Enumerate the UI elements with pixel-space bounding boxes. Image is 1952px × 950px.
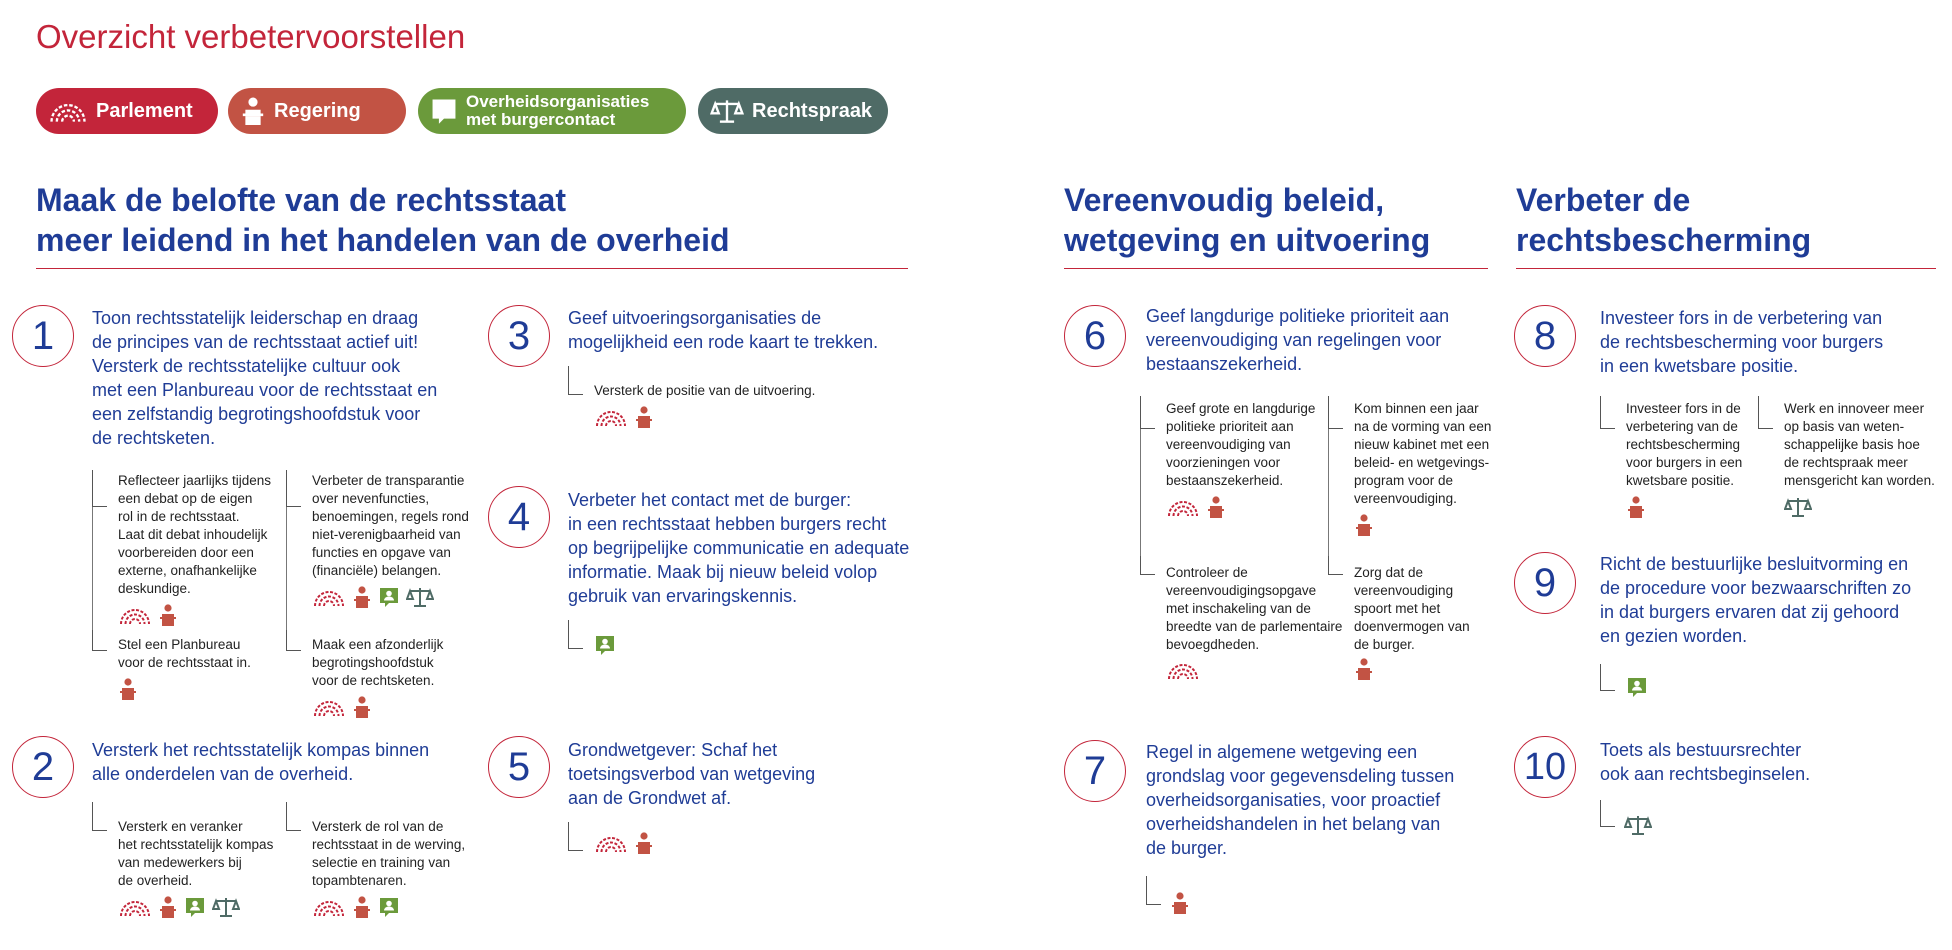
proposal-8-sub-1-actors	[1626, 496, 1646, 518]
citizen-contact-icon	[1626, 676, 1648, 698]
proposal-1-sub-3-actors	[118, 678, 138, 700]
sub-bracket	[1328, 396, 1343, 429]
sub-bracket	[568, 620, 583, 649]
sub-bracket	[1758, 396, 1773, 429]
section-heading-vereenvoudig: Vereenvoudig beleid, wetgeving en uitvoering	[1064, 182, 1431, 258]
sub-bracket	[1140, 396, 1155, 429]
sub-bracket	[568, 822, 583, 851]
proposal-number-7: 7	[1064, 740, 1126, 802]
proposal-number-4: 4	[488, 486, 550, 548]
proposal-6-sub-2-actors	[1354, 514, 1374, 536]
legend-parlement	[36, 88, 218, 134]
sub-bracket	[286, 470, 301, 507]
parliament-icon	[118, 605, 152, 625]
proposal-6-sub-4: Zorg dat de vereenvoudiging spoort met het doenvermogen van de burger.	[1354, 565, 1470, 652]
government-podium-icon	[158, 896, 178, 918]
proposal-7-actors	[1170, 892, 1190, 914]
proposal-9-text: Richt de bestuurlijke besluitvorming en de procedure voor bezwaarschriften zo in dat burgers ervaren dat zij gehoord en gezien worden.	[1600, 554, 1912, 646]
scales-icon	[1624, 814, 1652, 836]
government-podium-icon	[158, 604, 178, 626]
section-heading-rechtsbescherming: Verbeter de rechtsbescherming	[1516, 182, 1812, 258]
proposal-number-3: 3	[488, 305, 550, 367]
parliament-icon	[312, 897, 346, 917]
sub-bracket	[568, 366, 583, 395]
parliament-icon	[312, 697, 346, 717]
proposal-1-sub-2: Verbeter de transparantie over nevenfuncties, benoemingen, regels rond niet-verenigbaarheid van functies en opgave van (financiële) belangen.	[312, 473, 469, 578]
proposal-2-sub-1: Versterk en veranker het rechtsstatelijk kompas van medewerkers bij de overheid.	[118, 819, 274, 888]
sub-bracket	[1140, 556, 1155, 575]
parliament-icon	[312, 587, 346, 607]
proposal-6-sub-3: Controleer de vereenvoudigingsopgave met inschakeling van de breedte van de parlementaire bevoegdheden.	[1166, 565, 1343, 652]
proposal-6-sub-3-actors	[1166, 660, 1200, 680]
proposal-8-sub-2: Werk en innoveer meer op basis van weten- schappelijke basis hoe de rechtspraak meer mensgericht kan worden.	[1784, 401, 1935, 488]
government-podium-icon	[352, 896, 372, 918]
sub-bracket	[1600, 664, 1615, 691]
proposal-6-sub-1: Geef grote en langdurige politieke prioriteit aan vereenvoudiging van voorzieningen voor bestaanszekerheid.	[1166, 401, 1316, 488]
sub-bracket	[286, 630, 301, 651]
legend-regering-label: Regering	[274, 100, 361, 122]
proposal-2-sub-1-actors	[118, 896, 240, 918]
scales-icon	[1784, 496, 1812, 518]
citizen-contact-icon	[184, 896, 206, 918]
government-podium-icon	[1354, 658, 1374, 680]
legend-rechtspraak-label: Rechtspraak	[752, 100, 873, 122]
proposal-4-actors	[594, 634, 616, 656]
legend-regering	[228, 88, 406, 134]
proposal-number-10: 10	[1514, 736, 1576, 798]
proposal-6-sub-2: Kom binnen een jaar na de vorming van een nieuw kabinet met een beleid- en wetgevings- program voor de vereenvoudiging.	[1354, 401, 1492, 506]
sub-bracket	[92, 470, 107, 507]
parliament-icon	[594, 833, 628, 853]
proposal-6-text: Geef langdurige politieke prioriteit aan vereenvoudiging van regelingen voor bestaanszekerheid.	[1146, 306, 1450, 374]
parliament-icon	[1166, 497, 1200, 517]
government-podium-icon	[634, 832, 654, 854]
government-podium-icon	[634, 406, 654, 428]
proposal-8-text: Investeer fors in de verbetering van de rechtsbescherming voor burgers in een kwetsbare positie.	[1600, 308, 1884, 376]
government-podium-icon	[1170, 892, 1190, 914]
proposal-9-actors	[1626, 676, 1648, 698]
proposal-1-sub-2-actors	[312, 586, 434, 608]
proposal-10-actors	[1624, 814, 1652, 836]
proposal-5-text: Grondwetgever: Schaf het toetsingsverbod van wetgeving aan de Grondwet af.	[568, 740, 816, 808]
proposal-1-sub-1: Reflecteer jaarlijks tijdens een debat op de eigen rol in de rechtsstaat. Laat dit debat inhoudelijk voorbereiden door een externe, onafhankelijke deskundige.	[118, 473, 272, 596]
legend-parlement-label: Parlement	[96, 100, 193, 122]
proposal-number-9: 9	[1514, 552, 1576, 614]
proposal-6-sub-1-actors	[1166, 496, 1226, 518]
proposal-6-sub-4-actors	[1354, 658, 1374, 680]
citizen-contact-icon	[594, 634, 616, 656]
proposal-number-6: 6	[1064, 305, 1126, 367]
proposal-8-sub-2-actors	[1784, 496, 1812, 518]
proposal-3-text: Geef uitvoeringsorganisaties de mogelijkheid een rode kaart te trekken.	[568, 308, 879, 352]
scales-icon	[212, 896, 240, 918]
proposal-2-sub-2: Versterk de rol van de rechtsstaat in de werving, selectie en training van topambtenaren.	[312, 819, 466, 888]
proposal-1-sub-3: Stel een Planbureau voor de rechtsstaat in.	[118, 637, 251, 670]
sub-bracket	[1146, 876, 1161, 905]
proposal-1-sub-4: Maak een afzonderlijk begrotingshoofdstuk voor de rechtsketen.	[312, 637, 444, 688]
government-podium-icon	[352, 696, 372, 718]
government-podium-icon	[240, 97, 266, 125]
citizen-contact-icon	[378, 586, 400, 608]
sub-bracket	[1328, 556, 1343, 575]
proposal-8-sub-1: Investeer fors in de verbetering van de rechtsbescherming voor burgers in een kwetsbare positie.	[1626, 401, 1743, 488]
scales-icon	[710, 98, 744, 124]
proposal-1-sub-4-actors	[312, 696, 372, 718]
proposal-2-text: Versterk het rechtsstatelijk kompas binnen alle onderdelen van de overheid.	[92, 740, 430, 784]
government-podium-icon	[1206, 496, 1226, 518]
proposal-1-sub-1-actors	[118, 604, 178, 626]
section-rule	[36, 268, 908, 269]
proposal-number-1: 1	[12, 305, 74, 367]
government-podium-icon	[1626, 496, 1646, 518]
section-rule	[1064, 268, 1488, 269]
parliament-icon	[594, 407, 628, 427]
sub-bracket	[1600, 396, 1615, 429]
proposal-number-5: 5	[488, 736, 550, 798]
parliament-icon	[1166, 660, 1200, 680]
proposal-5-actors	[594, 832, 654, 854]
proposal-4-text: Verbeter het contact met de burger: in een rechtsstaat hebben burgers recht op begrijpelijke communicatie en adequate informatie. Maak bij nieuw beleid volop gebruik van ervaringskennis.	[568, 490, 910, 606]
government-podium-icon	[118, 678, 138, 700]
parliament-icon	[118, 897, 152, 917]
proposal-1-text: Toon rechtsstatelijk leiderschap en draag de principes van de rechtsstaat actief uit! Versterk de rechtsstatelijke cultuur ook met een Planbureau voor de rechtsstaat en een zelfstandig begrotingshoofdstuk voor de rechtsketen.	[92, 308, 438, 448]
legend-overheid-label: Overheidsorganisaties met burgercontact	[466, 92, 650, 129]
proposal-10-text: Toets als bestuursrechter ook aan rechtsbeginselen.	[1600, 740, 1811, 784]
proposal-2-sub-2-actors	[312, 896, 400, 918]
sub-bracket	[286, 802, 301, 831]
proposal-3-sub-1: Versterk de positie van de uitvoering.	[594, 383, 816, 398]
government-podium-icon	[1354, 514, 1374, 536]
citizen-contact-icon	[378, 896, 400, 918]
page-title: Overzicht verbetervoorstellen	[36, 18, 466, 55]
proposal-number-2: 2	[12, 736, 74, 798]
proposal-3-actors	[594, 406, 654, 428]
scales-icon	[406, 586, 434, 608]
government-podium-icon	[352, 586, 372, 608]
sub-bracket	[92, 630, 107, 651]
sub-bracket	[92, 802, 107, 831]
legend-overheid	[418, 88, 686, 134]
sub-bracket	[1600, 800, 1615, 827]
section-heading-rechtsstaat: Maak de belofte van de rechtsstaat meer leidend in het handelen van de overheid	[36, 182, 730, 258]
citizen-contact-icon	[430, 97, 458, 125]
legend-rechtspraak	[698, 88, 888, 134]
section-rule	[1516, 268, 1936, 269]
proposal-number-8: 8	[1514, 305, 1576, 367]
proposal-7-text: Regel in algemene wetgeving een grondslag voor gegevensdeling tussen overheidsorganisaties, voor proactief overheidshandelen in het belang van de burger.	[1146, 742, 1455, 858]
parliament-icon	[48, 99, 88, 123]
